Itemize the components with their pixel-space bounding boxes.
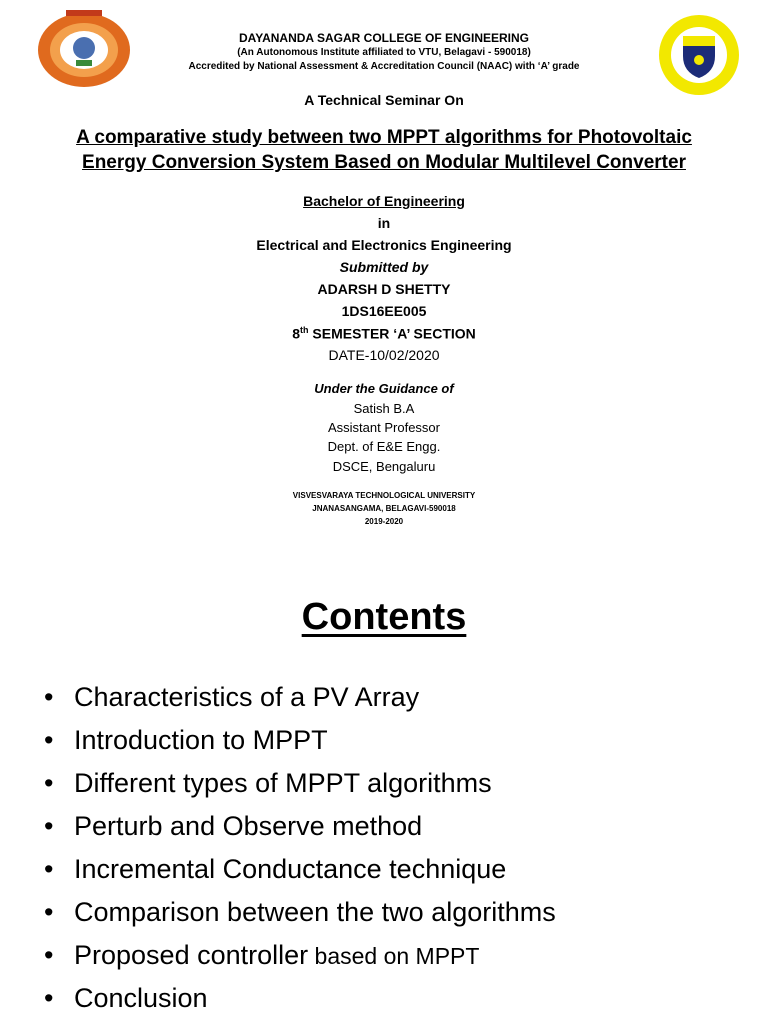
semester-number: 8	[292, 325, 301, 342]
list-item	[44, 848, 556, 891]
bullet: •	[44, 983, 54, 1013]
semester-section: SEMESTER ‘A’ SECTION	[308, 325, 476, 342]
list-item-text: Characteristics of a PV Array	[74, 682, 420, 712]
in-word: in	[377, 215, 391, 231]
guide-college: DSCE, Bengaluru	[332, 459, 436, 474]
bullet: •	[44, 811, 54, 841]
semester-suffix: th	[300, 325, 309, 335]
list-item-text: Perturb and Observe method	[74, 811, 423, 841]
college-name: DAYANANDA SAGAR COLLEGE OF ENGINEERING	[238, 31, 530, 45]
list-item	[44, 934, 556, 977]
list-item-text: Incremental Conductance technique	[74, 854, 507, 884]
guide-dept: Dept. of E&E Engg.	[327, 439, 441, 454]
guidance-label: Under the Guidance of	[314, 381, 454, 396]
seminar-date: DATE-10/02/2020	[328, 347, 440, 363]
list-item	[44, 977, 556, 1020]
university-address: JNANASANGAMA, BELAGAVI-590018	[312, 504, 456, 513]
list-item	[44, 676, 556, 719]
bullet: •	[44, 725, 54, 755]
university-name: VISVESVARAYA TECHNOLOGICAL UNIVERSITY	[292, 491, 476, 500]
bullet: •	[44, 682, 54, 712]
bullet: •	[44, 768, 54, 798]
seminar-title-line-1: A comparative study between two MPPT algorithms for Photovoltaic	[76, 127, 692, 148]
list-item-text: Different types of MPPT algorithms	[74, 768, 492, 798]
seminar-intro: A Technical Seminar On	[304, 92, 464, 108]
academic-year: 2019-2020	[364, 517, 404, 526]
bullet: •	[44, 897, 54, 927]
student-name: ADARSH D SHETTY	[317, 281, 451, 297]
list-item	[44, 891, 556, 934]
list-item	[44, 719, 556, 762]
guide-name: Satish B.A	[353, 401, 415, 416]
bullet: •	[44, 940, 54, 970]
branch: Electrical and Electronics Engineering	[256, 237, 512, 253]
list-item-suffix: based on MPPT	[308, 943, 480, 969]
list-item	[44, 805, 556, 848]
guide-designation: Assistant Professor	[328, 420, 440, 435]
list-item-text: Proposed controller	[74, 940, 309, 970]
list-item-text: Conclusion	[74, 983, 208, 1013]
degree: Bachelor of Engineering	[303, 193, 465, 209]
submitted-by-label: Submitted by	[339, 259, 429, 275]
seminar-title-line-2: Energy Conversion System Based on Modular Multilevel Converter	[82, 152, 686, 173]
list-item-text: Introduction to MPPT	[74, 725, 328, 755]
list-item	[44, 762, 556, 805]
student-usn: 1DS16EE005	[341, 303, 427, 319]
semester	[0, 325, 768, 342]
college-accreditation: Accredited by National Assessment & Accreditation Council (NAAC) with ‘A’ grade	[188, 61, 580, 72]
list-item-text: Comparison between the two algorithms	[74, 897, 556, 927]
bullet: •	[44, 854, 54, 884]
college-affiliation: (An Autonomous Institute affiliated to VTU, Belagavi - 590018)	[237, 47, 531, 58]
contents-list	[44, 676, 556, 1020]
contents-title: Contents	[301, 596, 467, 638]
